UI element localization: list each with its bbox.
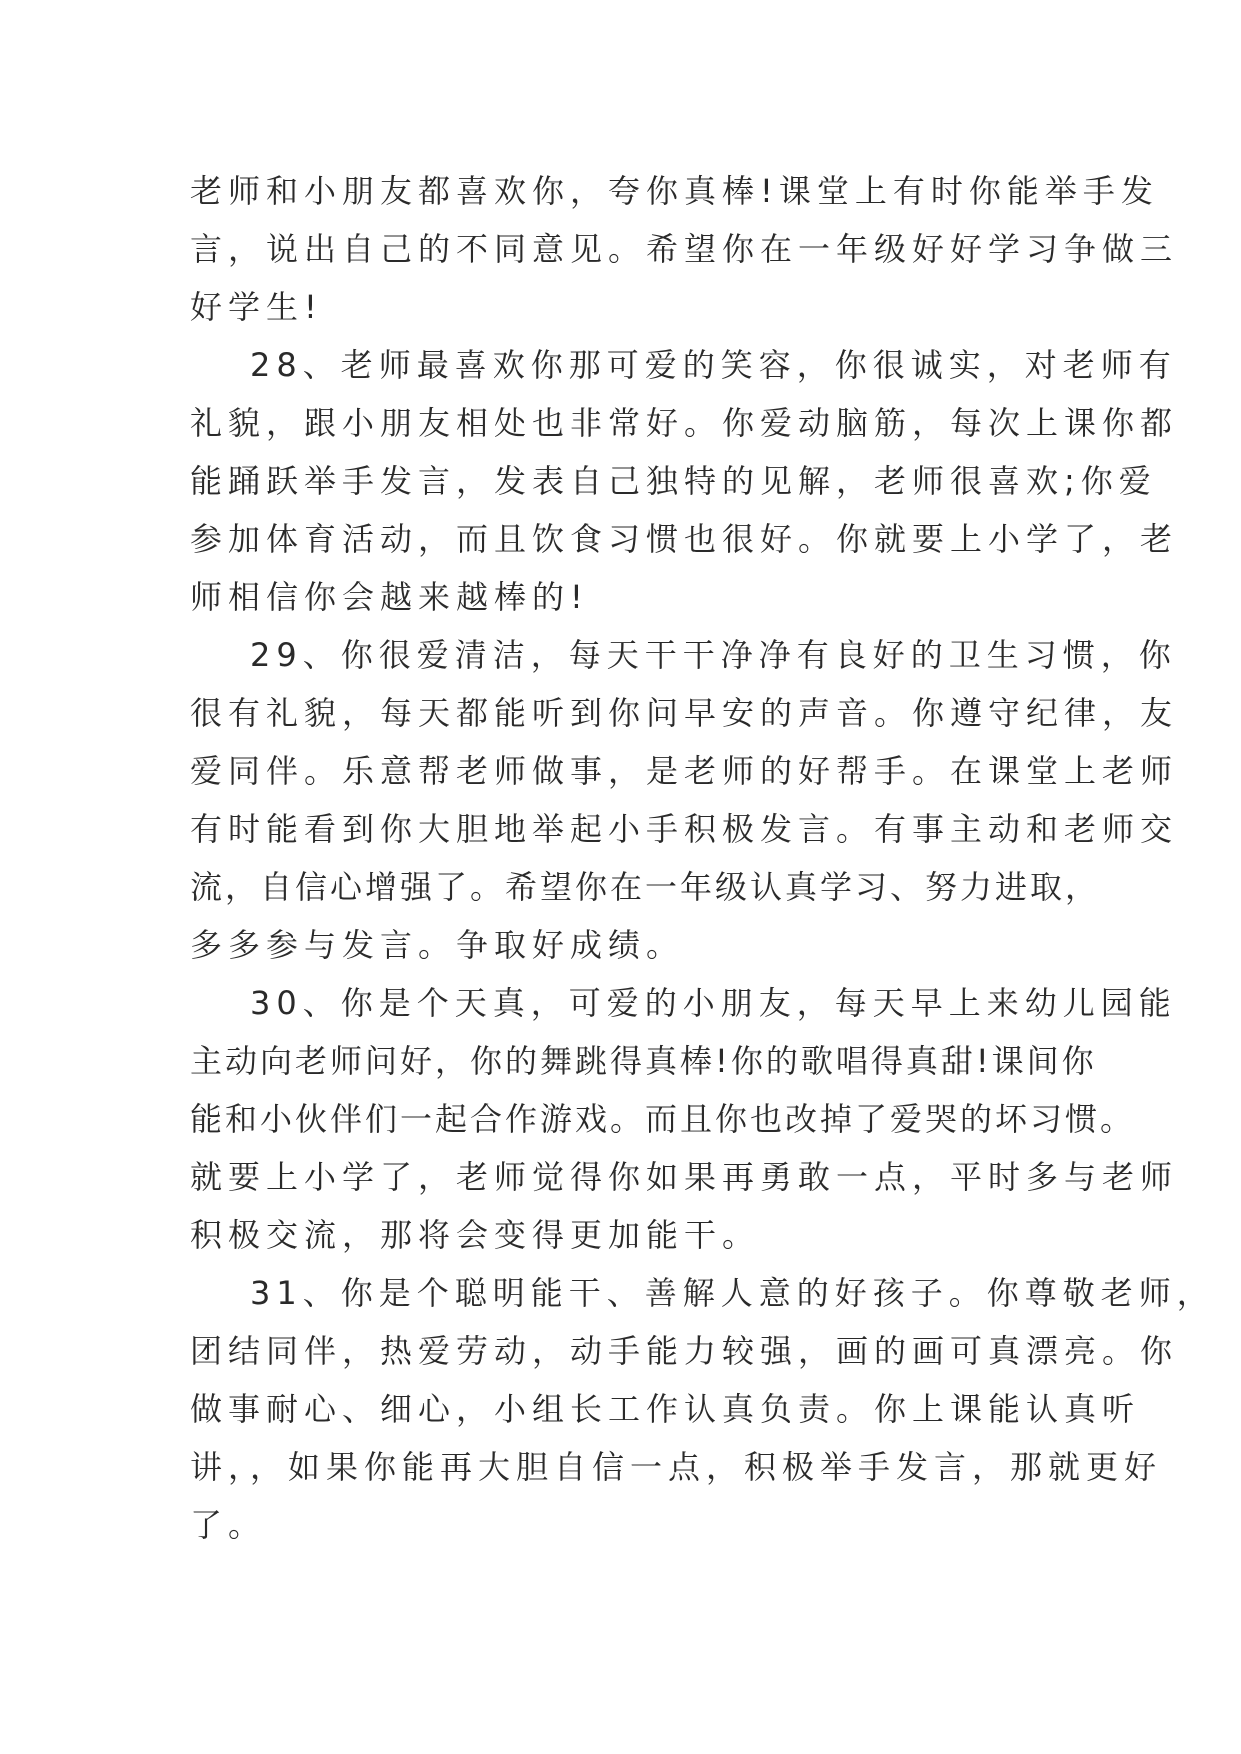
text-line: 能和小伙伴们一起合作游戏。而且你也改掉了爱哭的坏习惯。 [190, 1100, 1136, 1138]
text-line: 爱同伴。乐意帮老师做事，是老师的好帮手。在课堂上老师 [190, 752, 1179, 790]
text-line: 能踊跃举手发言，发表自己独特的见解，老师很喜欢;你爱 [190, 462, 1157, 500]
text-line: 积极交流，那将会变得更加能干。 [190, 1216, 761, 1254]
text-line: 流，自信心增强了。希望你在一年级认真学习、努力进取， [190, 868, 1101, 906]
text-line: 参加体育活动，而且饮食习惯也很好。你就要上小学了，老 [190, 520, 1179, 558]
paragraph-29-first-line: 29、你很爱清洁，每天干干净净有良好的卫生习惯，你 [250, 636, 1177, 674]
text-line: 团结同伴，热爱劳动，动手能力较强，画的画可真漂亮。你 [190, 1332, 1179, 1370]
text-line: 师相信你会越来越棒的! [190, 578, 589, 616]
text-line: 有时能看到你大胆地举起小手积极发言。有事主动和老师交 [190, 810, 1179, 848]
text-line: 好学生! [190, 288, 323, 326]
text-line: 言，说出自己的不同意见。希望你在一年级好好学习争做三 [190, 230, 1179, 268]
text-line: 讲，，如果你能再大胆自信一点，积极举手发言，那就更好 [190, 1448, 1163, 1486]
paragraph-30-first-line: 30、你是个天真，可爱的小朋友，每天早上来幼儿园能 [250, 984, 1177, 1022]
text-line: 多多参与发言。争取好成绩。 [190, 926, 685, 964]
paragraph-28-first-line: 28、老师最喜欢你那可爱的笑容，你很诚实，对老师有 [250, 346, 1177, 384]
text-line: 礼貌，跟小朋友相处也非常好。你爱动脑筋，每次上课你都 [190, 404, 1179, 442]
text-line: 很有礼貌，每天都能听到你问早安的声音。你遵守纪律，友 [190, 694, 1179, 732]
paragraph-31-first-line: 31、你是个聪明能干、善解人意的好孩子。你尊敬老师， [250, 1274, 1215, 1312]
text-line: 老师和小朋友都喜欢你，夸你真棒!课堂上有时你能举手发 [190, 172, 1159, 210]
text-line: 了。 [190, 1506, 267, 1544]
document-body [190, 162, 1215, 1554]
text-line: 就要上小学了，老师觉得你如果再勇敢一点，平时多与老师 [190, 1158, 1179, 1196]
text-line: 做事耐心、细心，小组长工作认真负责。你上课能认真听 [190, 1390, 1141, 1428]
text-line: 主动向老师问好，你的舞跳得真棒!你的歌唱得真甜!课间你 [190, 1042, 1097, 1080]
